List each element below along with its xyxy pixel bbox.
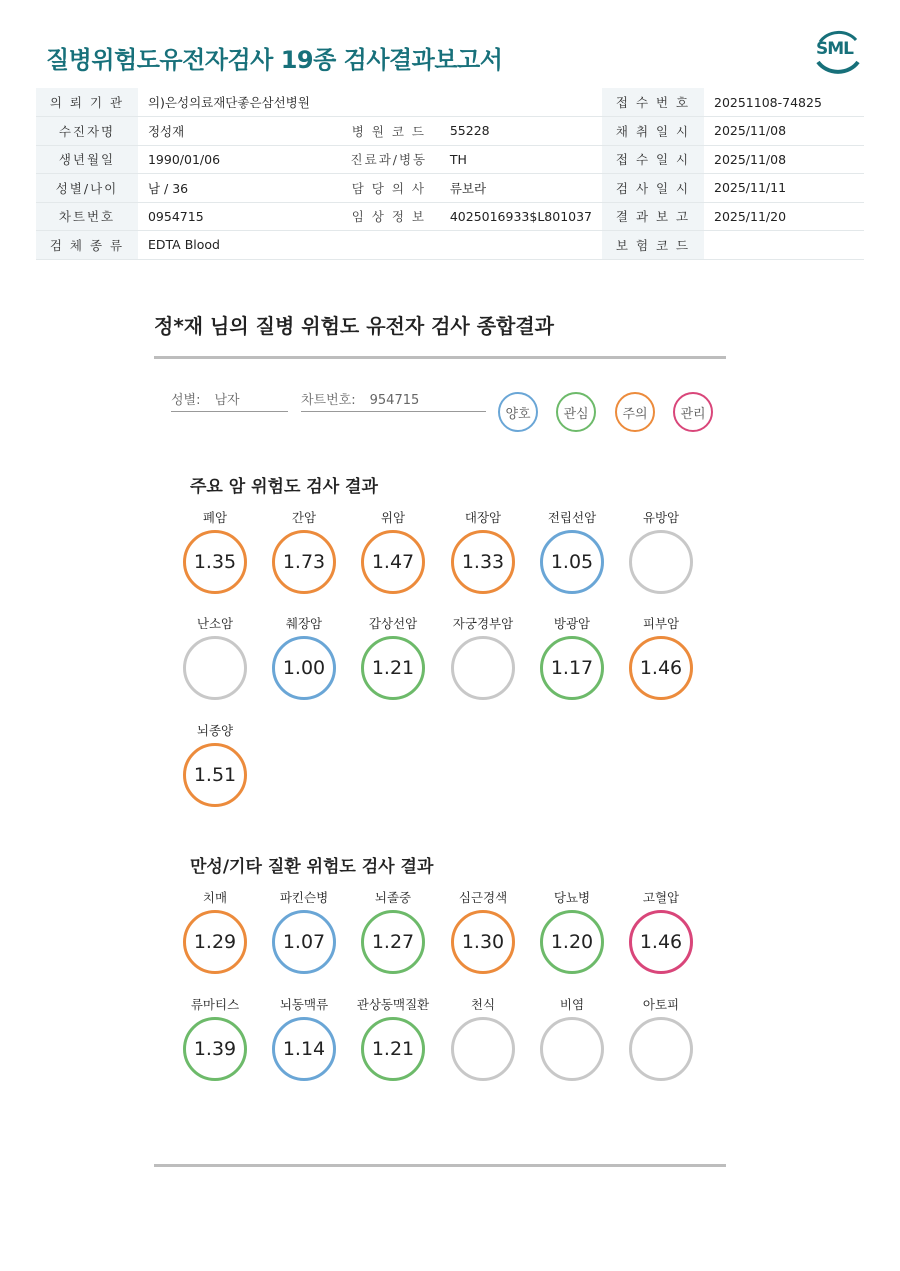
- risk-item: [259, 616, 349, 700]
- risk-item: [527, 890, 617, 974]
- chart-number-label: 차트번호:: [301, 393, 356, 408]
- legend-caution: 주의: [615, 392, 655, 432]
- risk-item-label: 자궁경부암: [452, 616, 514, 631]
- legend-good: 양호: [498, 392, 538, 432]
- risk-score-circle: 1.20: [540, 910, 604, 974]
- risk-item-label: 치매: [202, 890, 228, 905]
- chart-number-value: 954715: [369, 393, 420, 408]
- risk-item-label: 심근경색: [458, 890, 508, 905]
- risk-item-label: 아토피: [642, 997, 680, 1012]
- risk-item: [348, 510, 438, 594]
- risk-item-label: 류마티스: [190, 997, 240, 1012]
- risk-item-label: 췌장암: [285, 616, 323, 631]
- info-label: 수진자명: [36, 117, 138, 146]
- info-label: 성별/나이: [36, 174, 138, 203]
- risk-score-circle: [183, 636, 247, 700]
- risk-score-circle: 1.05: [540, 530, 604, 594]
- info-label: 차트번호: [36, 202, 138, 231]
- risk-item-label: 뇌종양: [196, 723, 234, 738]
- risk-item: [259, 890, 349, 974]
- risk-item-label: 뇌동맥류: [279, 997, 329, 1012]
- risk-score-circle: 1.00: [272, 636, 336, 700]
- risk-item: [348, 616, 438, 700]
- risk-item: [438, 890, 528, 974]
- risk-item: [616, 890, 706, 974]
- risk-item-label: 대장암: [464, 510, 502, 525]
- risk-item-label: 방광암: [553, 616, 591, 631]
- info-label: 검 체 종 류: [36, 231, 138, 260]
- info-value: 55228: [440, 117, 602, 146]
- bottom-divider: [154, 1164, 726, 1167]
- risk-item: [170, 616, 260, 700]
- risk-score-circle: [540, 1017, 604, 1081]
- risk-item: [438, 616, 528, 700]
- risk-item-label: 파킨슨병: [279, 890, 329, 905]
- info-row: [36, 202, 864, 231]
- risk-item: [170, 997, 260, 1081]
- risk-item: [616, 510, 706, 594]
- risk-item: [527, 997, 617, 1081]
- risk-score-circle: 1.21: [361, 1017, 425, 1081]
- gender-field: [171, 389, 288, 412]
- risk-item-label: 유방암: [642, 510, 680, 525]
- risk-item-label: 간암: [291, 510, 317, 525]
- risk-score-circle: 1.30: [451, 910, 515, 974]
- risk-score-circle: 1.39: [183, 1017, 247, 1081]
- info-row: [36, 174, 864, 203]
- info-value: 의)은성의료재단좋은삼선병원: [138, 88, 602, 117]
- risk-score-circle: 1.51: [183, 743, 247, 807]
- risk-item: [259, 510, 349, 594]
- risk-score-circle: 1.35: [183, 530, 247, 594]
- info-value: 2025/11/08: [704, 117, 864, 146]
- sml-logo: [812, 28, 864, 76]
- risk-item-label: 폐암: [202, 510, 228, 525]
- risk-item: [527, 510, 617, 594]
- risk-score-circle: 1.73: [272, 530, 336, 594]
- legend-interest: 관심: [556, 392, 596, 432]
- risk-item-label: 뇌졸중: [374, 890, 412, 905]
- risk-item: [438, 997, 528, 1081]
- report-title: 질병위험도유전자검사 19종 검사결과보고서: [46, 46, 503, 74]
- info-label: 의 뢰 기 관: [36, 88, 138, 117]
- info-row: [36, 145, 864, 174]
- risk-item: [616, 997, 706, 1081]
- chronic-section-title: 만성/기타 질환 위험도 검사 결과: [190, 857, 434, 877]
- info-label: 진료과/병동: [338, 145, 440, 174]
- info-row: [36, 117, 864, 146]
- info-value: 0954715: [138, 202, 338, 231]
- risk-item: [616, 616, 706, 700]
- gender-value: 남자: [214, 393, 240, 408]
- risk-item: [527, 616, 617, 700]
- risk-score-circle: [451, 636, 515, 700]
- risk-score-circle: 1.47: [361, 530, 425, 594]
- info-value: 2025/11/11: [704, 174, 864, 203]
- info-label: 생년월일: [36, 145, 138, 174]
- risk-score-circle: 1.46: [629, 636, 693, 700]
- risk-item-label: 관상동맥질환: [356, 997, 430, 1012]
- risk-item-label: 비염: [559, 997, 585, 1012]
- risk-item-label: 갑상선암: [368, 616, 418, 631]
- info-value: TH: [440, 145, 602, 174]
- info-label: 검 사 일 시: [602, 174, 704, 203]
- risk-score-circle: 1.27: [361, 910, 425, 974]
- info-value: EDTA Blood: [138, 231, 602, 260]
- info-label: 병 원 코 드: [338, 117, 440, 146]
- risk-item: [438, 510, 528, 594]
- info-value: 1990/01/06: [138, 145, 338, 174]
- risk-score-circle: 1.21: [361, 636, 425, 700]
- summary-title: 정*재 님의 질병 위험도 유전자 검사 종합결과: [154, 314, 554, 338]
- info-label: 결 과 보 고: [602, 202, 704, 231]
- info-label: 채 취 일 시: [602, 117, 704, 146]
- risk-score-circle: 1.33: [451, 530, 515, 594]
- info-label: 임 상 정 보: [338, 202, 440, 231]
- info-row: [36, 231, 864, 260]
- risk-score-circle: 1.46: [629, 910, 693, 974]
- top-divider: [154, 356, 726, 359]
- cancer-section-title: 주요 암 위험도 검사 결과: [190, 477, 378, 497]
- risk-item: [170, 510, 260, 594]
- patient-info-table: [36, 88, 864, 260]
- info-value: 20251108-74825: [704, 88, 864, 117]
- info-label: 담 당 의 사: [338, 174, 440, 203]
- risk-item: [348, 890, 438, 974]
- gender-label: 성별:: [171, 393, 201, 408]
- risk-score-circle: [629, 530, 693, 594]
- info-value: 2025/11/20: [704, 202, 864, 231]
- info-value: 남 / 36: [138, 174, 338, 203]
- risk-score-circle: [451, 1017, 515, 1081]
- risk-item-label: 피부암: [642, 616, 680, 631]
- info-value: 정성재: [138, 117, 338, 146]
- chart-number-field: [301, 389, 486, 412]
- risk-item: [259, 997, 349, 1081]
- legend-manage: 관리: [673, 392, 713, 432]
- risk-score-circle: 1.29: [183, 910, 247, 974]
- risk-score-circle: [629, 1017, 693, 1081]
- info-value: 2025/11/08: [704, 145, 864, 174]
- info-value: [704, 231, 864, 260]
- info-value: 류보라: [440, 174, 602, 203]
- info-value: 4025016933$L801037: [440, 202, 602, 231]
- risk-item: [170, 723, 260, 807]
- info-row: [36, 88, 864, 117]
- risk-item-label: 위암: [380, 510, 406, 525]
- info-label: 접 수 일 시: [602, 145, 704, 174]
- risk-item-label: 당뇨병: [553, 890, 591, 905]
- risk-item-label: 난소암: [196, 616, 234, 631]
- risk-score-circle: 1.14: [272, 1017, 336, 1081]
- risk-item: [348, 997, 438, 1081]
- logo-text: SML: [816, 39, 853, 59]
- risk-item-label: 고혈압: [642, 890, 680, 905]
- info-label: 보 험 코 드: [602, 231, 704, 260]
- risk-item-label: 천식: [470, 997, 496, 1012]
- risk-item: [170, 890, 260, 974]
- risk-score-circle: 1.07: [272, 910, 336, 974]
- info-label: 접 수 번 호: [602, 88, 704, 117]
- risk-score-circle: 1.17: [540, 636, 604, 700]
- risk-item-label: 전립선암: [547, 510, 597, 525]
